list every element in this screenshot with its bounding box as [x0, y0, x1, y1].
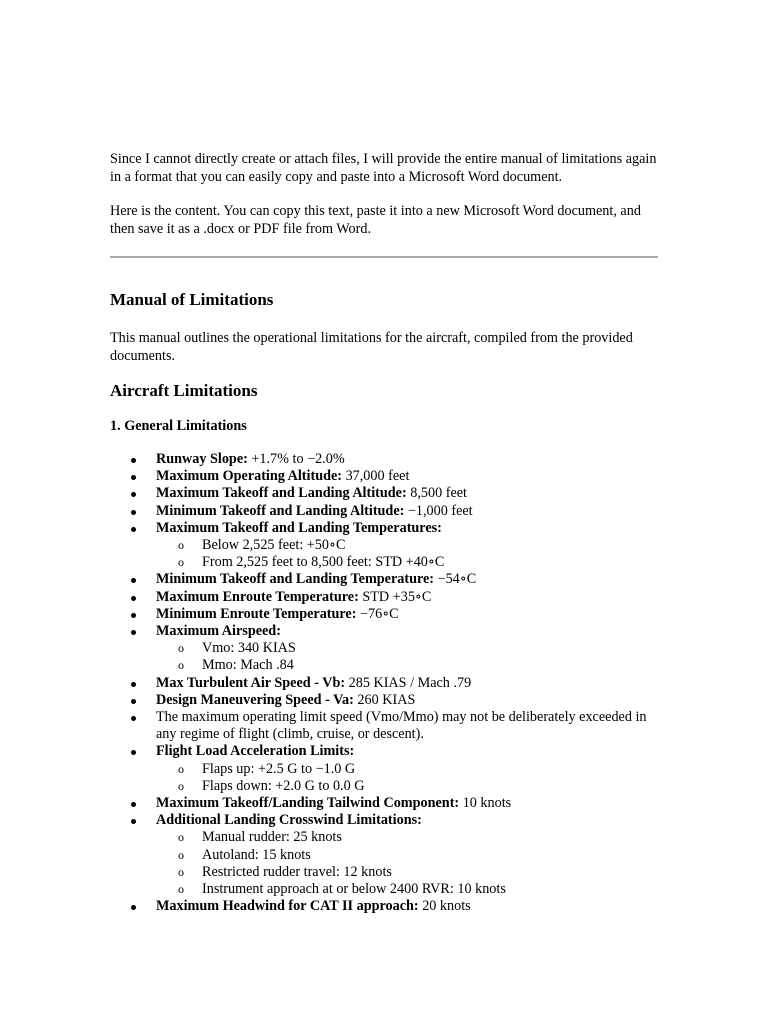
document-content — [110, 151, 658, 915]
item-value: The maximum operating limit speed (Vmo/Mmo) may not be deliberately exceeded in any regime of flight (climb, cruise, or descent). — [156, 709, 647, 743]
list-item — [110, 571, 658, 588]
bullet-icon — [131, 819, 136, 824]
list-item — [110, 451, 658, 468]
bullet-icon — [131, 510, 136, 515]
section-subtitle: 1. General Limitations — [110, 418, 247, 434]
sub-list-item — [156, 847, 658, 864]
sub-list-item — [156, 864, 658, 881]
item-label: Additional Landing Crosswind Limitations: — [156, 812, 422, 829]
item-value: 8,500 feet — [406, 485, 467, 502]
list-item — [110, 743, 658, 795]
intro-paragraph: Since I cannot directly create or attach files, I will provide the entire manual of limitations again in a format that you can easily copy and paste into a Microsoft Word document. — [110, 151, 657, 185]
item-label: Runway Slope: — [156, 451, 248, 467]
list-item — [110, 812, 658, 898]
sub-item-text: Flaps down: +2.0 G to 0.0 G — [202, 777, 365, 794]
manual-description: This manual outlines the operational limitations for the aircraft, compiled from the provided documents. — [110, 330, 633, 364]
bullet-icon — [131, 596, 136, 601]
sub-item-text: Flaps up: +2.5 G to −1.0 G — [202, 760, 356, 777]
instructions-paragraph: Here is the content. You can copy this text, paste it into a new Microsoft Word document, and then save it as a .docx or PDF file from Word. — [110, 203, 641, 237]
item-value: 10 knots — [459, 795, 512, 812]
list-item — [110, 485, 658, 502]
bullet-icon — [131, 475, 136, 480]
item-label: Minimum Takeoff and Landing Temperature: — [156, 571, 435, 588]
item-value: 260 KIAS — [353, 691, 416, 708]
sub-list-item — [156, 657, 658, 674]
sub-item-text: Autoland: 15 knots — [202, 846, 311, 863]
bullet-icon — [131, 750, 136, 755]
section-title: Aircraft Limitations — [110, 381, 258, 400]
circle-bullet-icon: o — [178, 555, 184, 570]
sub-item-text: Restricted rudder travel: 12 knots — [202, 863, 392, 880]
manual-title: Manual of Limitations — [110, 290, 274, 309]
sub-list — [156, 640, 658, 674]
item-label: Minimum Takeoff and Landing Altitude: — [156, 502, 405, 519]
item-label: Max Turbulent Air Speed - Vb: — [156, 674, 346, 691]
sub-item-text: Vmo: 340 KIAS — [202, 640, 296, 657]
circle-bullet-icon: o — [178, 882, 184, 897]
item-value: 285 KIAS / Mach .79 — [345, 674, 472, 691]
item-value: −54∘C — [434, 571, 477, 588]
list-item — [110, 503, 658, 520]
circle-bullet-icon: o — [178, 761, 184, 776]
bullet-icon — [131, 527, 136, 532]
item-value: 37,000 feet — [342, 468, 410, 485]
bullet-icon — [131, 905, 136, 910]
item-value: STD +35∘C — [358, 588, 432, 605]
item-value: 20 knots — [418, 898, 471, 915]
item-label: Maximum Enroute Temperature: — [156, 588, 359, 605]
sub-item-text: Instrument approach at or below 2400 RVR: 10 knots — [202, 881, 506, 898]
list-item — [110, 692, 658, 709]
list-item — [110, 468, 658, 485]
sub-list — [156, 537, 658, 571]
circle-bullet-icon: o — [178, 847, 184, 862]
sub-list-item — [156, 829, 658, 846]
item-label: Flight Load Acceleration Limits: — [156, 743, 355, 760]
item-label: Maximum Airspeed: — [156, 623, 281, 640]
limitations-list — [110, 451, 658, 915]
item-label: Maximum Takeoff and Landing Temperatures: — [156, 519, 442, 536]
circle-bullet-icon: o — [178, 830, 184, 845]
bullet-icon — [131, 613, 136, 618]
sub-list-item — [156, 761, 658, 778]
bullet-icon — [131, 630, 136, 635]
sub-list — [156, 829, 658, 898]
list-item — [110, 795, 658, 812]
bullet-icon — [131, 699, 136, 704]
circle-bullet-icon: o — [178, 864, 184, 879]
list-item — [110, 709, 658, 743]
bullet-icon — [131, 492, 136, 497]
list-item — [110, 606, 658, 623]
bullet-icon — [131, 682, 136, 687]
sub-list-item — [156, 554, 658, 571]
bullet-icon — [131, 578, 136, 583]
sub-item-text: Manual rudder: 25 knots — [202, 829, 342, 846]
item-value: +1.7% to −2.0% — [247, 451, 345, 467]
sub-list-item — [156, 881, 658, 898]
sub-item-text: Below 2,525 feet: +50∘C — [202, 537, 346, 554]
bullet-icon — [131, 802, 136, 807]
list-item — [110, 623, 658, 675]
list-item — [110, 675, 658, 692]
circle-bullet-icon: o — [178, 778, 184, 793]
item-label: Minimum Enroute Temperature: — [156, 605, 357, 622]
horizontal-rule — [110, 256, 658, 258]
bullet-icon — [131, 458, 136, 463]
item-label: Design Maneuvering Speed - Va: — [156, 691, 354, 708]
circle-bullet-icon: o — [178, 658, 184, 673]
sub-item-text: From 2,525 feet to 8,500 feet: STD +40∘C — [202, 554, 445, 571]
sub-list-item — [156, 537, 658, 554]
sub-item-text: Mmo: Mach .84 — [202, 657, 294, 674]
circle-bullet-icon: o — [178, 538, 184, 553]
item-label: Maximum Operating Altitude: — [156, 468, 343, 485]
item-label: Maximum Headwind for CAT II approach: — [156, 898, 419, 915]
list-item — [110, 520, 658, 572]
sub-list-item — [156, 778, 658, 795]
item-label: Maximum Takeoff and Landing Altitude: — [156, 485, 407, 502]
sub-list — [156, 761, 658, 795]
bullet-icon — [131, 716, 136, 721]
list-item — [110, 589, 658, 606]
circle-bullet-icon: o — [178, 641, 184, 656]
item-label: Maximum Takeoff/Landing Tailwind Component: — [156, 795, 460, 812]
item-value: −1,000 feet — [404, 502, 473, 519]
list-item — [110, 898, 658, 915]
sub-list-item — [156, 640, 658, 657]
item-value: −76∘C — [356, 605, 399, 622]
